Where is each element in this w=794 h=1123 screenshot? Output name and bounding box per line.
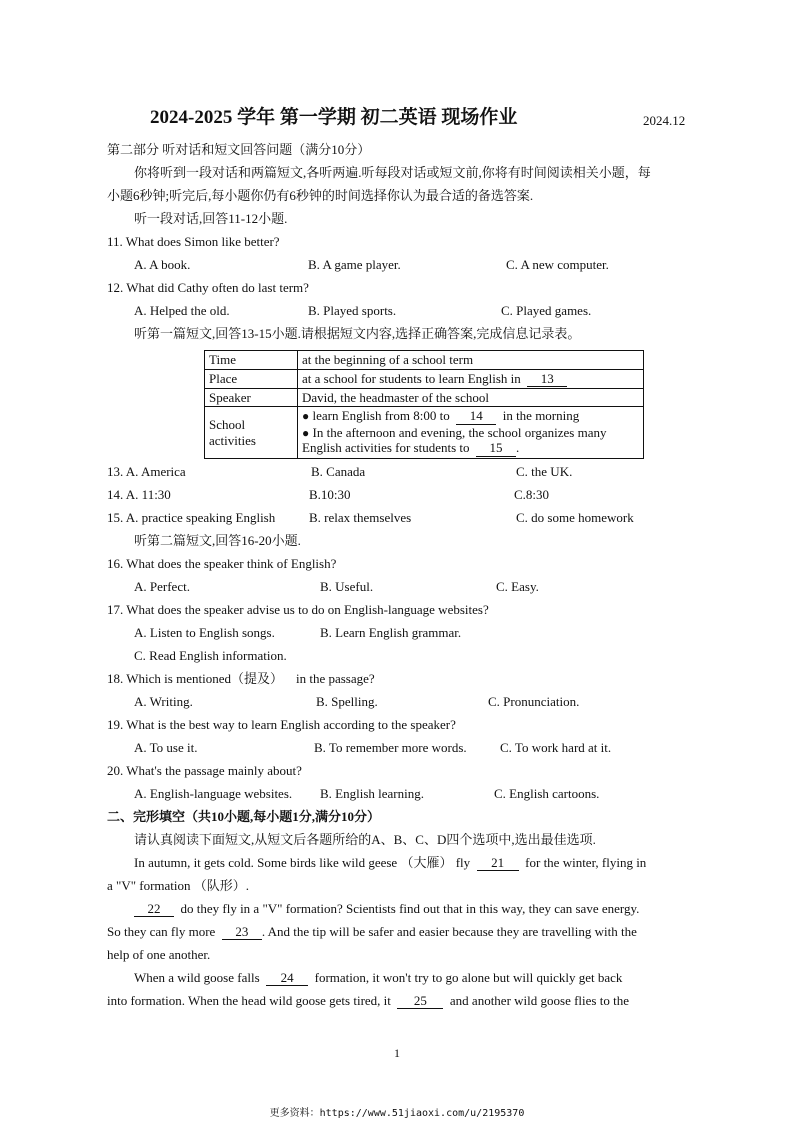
activity-1-text: learn English from 8:00 to [312, 408, 450, 424]
blank-23[interactable]: 23 [222, 925, 262, 940]
q18-option-a: A. Writing. [134, 694, 193, 709]
q17-option-b: B. Learn English grammar. [320, 625, 462, 640]
cloze-line-5: help of one another. [107, 947, 211, 962]
blank-25[interactable]: 25 [397, 994, 443, 1009]
cloze-line-1 [134, 855, 646, 871]
activity-2-text: In the afternoon and evening, the school organizes many [312, 424, 607, 440]
q15-option-a: 15. A. practice speaking English [107, 510, 276, 525]
cloze-instruction: 请认真阅读下面短文,从短文后各题所给的A、B、C、D四个选项中,选出最佳选项. [134, 832, 596, 847]
q11-stem: 11. What does Simon like better? [107, 234, 280, 249]
q20-option-a: A. English-language websites. [134, 786, 293, 801]
q15-option-c: C. do some homework [516, 510, 634, 525]
q18-stem-start: 18. Which is mentioned（提及） [107, 671, 283, 686]
q17-stem: 17. What does the speaker advise us to do on English-language websites? [107, 602, 489, 617]
q19-option-c: C. To work hard at it. [500, 740, 612, 755]
cloze-line-4 [107, 924, 637, 940]
q16-option-b: B. Useful. [320, 579, 374, 594]
passage2-intro: 听第二篇短文,回答16-20小题. [134, 533, 301, 548]
q13-option-b: B. Canada [311, 464, 366, 479]
q12-stem: 12. What did Cathy often do last term? [107, 280, 309, 295]
part2-heading: 第二部分 听对话和短文回答问题（满分10分） [107, 142, 371, 157]
blank-14[interactable]: 14 [456, 409, 496, 424]
cloze-line-3 [134, 901, 639, 917]
q11-option-c: C. A new computer. [506, 257, 609, 272]
table-row [205, 407, 644, 458]
cloze-line-7-tail: and another wild goose flies to the [449, 993, 629, 1008]
place-text: at a school for students to learn English in [302, 370, 521, 386]
activity-3-tail: . [516, 440, 520, 456]
q11-option-b: B. A game player. [308, 257, 401, 272]
q18-option-b: B. Spelling. [316, 694, 378, 709]
cloze-line-1-tail: for the winter, flying in [525, 855, 647, 870]
cloze-line-7-text: into formation. When the head wild goose gets tired, it [107, 993, 391, 1008]
activity-line-1 [302, 408, 639, 424]
q14-option-a: 14. A. 11:30 [107, 487, 171, 502]
instruction-line-2: 小题6秒钟;听完后,每小题你仍有6秒钟的时间选择你认为最合适的备选答案. [107, 188, 534, 203]
q19-option-a: A. To use it. [134, 740, 198, 755]
cloze-heading: 二、完形填空（共10小题,每小题1分,满分10分） [107, 809, 381, 824]
cloze-line-6-text: When a wild goose falls [134, 970, 260, 985]
q12-option-b: B. Played sports. [308, 303, 397, 318]
q20-option-b: B. English learning. [320, 786, 424, 801]
q15-option-b: B. relax themselves [309, 510, 412, 525]
page-number: 1 [394, 1046, 400, 1060]
q19-stem: 19. What is the best way to learn English according to the speaker? [107, 717, 456, 732]
instruction-line-1: 你将听到一段对话和两篇短文,各听两遍.听每段对话或短文前,你将有时间阅读相关小题，每 [134, 165, 651, 180]
footer-link[interactable]: 更多资料：https://www.51jiaoxi.com/u/2195370 [269, 1108, 525, 1119]
table-cell-activities-label [205, 407, 298, 458]
q20-stem: 20. What's the passage mainly about? [107, 763, 302, 778]
cloze-line-6 [134, 970, 622, 986]
info-record-table [204, 350, 644, 459]
q16-option-c: C. Easy. [496, 579, 539, 594]
q20-option-c: C. English cartoons. [494, 786, 600, 801]
blank-15[interactable]: 15 [476, 441, 516, 456]
table-row [205, 369, 644, 388]
cloze-line-1-text: In autumn, it gets cold. Some birds like wild geese （大雁） fly [134, 855, 471, 870]
activity-line-3 [302, 440, 639, 456]
table-row [205, 351, 644, 370]
cloze-line-2: a "V" formation （队形）. [107, 878, 250, 893]
q14-option-c: C.8:30 [514, 487, 550, 502]
q16-stem: 16. What does the speaker think of English? [107, 556, 337, 571]
exam-date: 2024.12 [643, 113, 686, 128]
activity-1-tail: in the morning [502, 408, 580, 424]
q11-option-a: A. A book. [134, 257, 191, 272]
table-row [205, 388, 644, 407]
table-cell-place-value [298, 369, 644, 388]
blank-22[interactable]: 22 [134, 902, 174, 917]
blank-13[interactable]: 13 [527, 372, 567, 387]
passage1-intro: 听第一篇短文,回答13-15小题.请根据短文内容,选择正确答案,完成信息记录表。 [134, 326, 581, 341]
table-cell-time-label: Time [205, 351, 298, 370]
title-row [0, 107, 794, 133]
cloze-line-6-tail: formation, it won't try to go alone but will quickly get back [314, 970, 623, 985]
page-title: 2024-2025 学年 第一学期 初二英语 现场作业 [150, 107, 518, 128]
table-cell-place-label: Place [205, 369, 298, 388]
q17-option-c: C. Read English information. [134, 648, 287, 663]
cloze-line-4-tail: . And the tip will be safer and easier because they are travelling with the [261, 924, 637, 939]
table-cell-speaker-label: Speaker [205, 388, 298, 407]
q18-stem-end: in the passage? [295, 671, 375, 686]
bullet-icon: ● [302, 425, 310, 440]
q12-option-a: A. Helped the old. [134, 303, 230, 318]
dialog-intro: 听一段对话,回答11-12小题. [134, 211, 288, 226]
table-cell-time-value: at the beginning of a school term [298, 351, 644, 370]
activities-label-line-1: School [209, 416, 246, 432]
q14-option-b: B.10:30 [309, 487, 351, 502]
blank-24[interactable]: 24 [266, 971, 308, 986]
q13-option-c: C. the UK. [516, 464, 573, 479]
cloze-line-7 [107, 993, 629, 1009]
activities-label-line-2: activities [209, 432, 256, 448]
q13-option-a: 13. A. America [107, 464, 186, 479]
q19-option-b: B. To remember more words. [314, 740, 467, 755]
cloze-line-4-text: So they can fly more [107, 924, 216, 939]
cloze-line-3-text: do they fly in a "V" formation? Scientists find out that in this way, they can save energy. [180, 901, 640, 916]
table-cell-speaker-value: David, the headmaster of the school [298, 388, 644, 407]
blank-21[interactable]: 21 [477, 856, 519, 871]
q17-option-a: A. Listen to English songs. [134, 625, 275, 640]
activity-3-text: English activities for students to [302, 440, 470, 456]
q16-option-a: A. Perfect. [134, 579, 190, 594]
bullet-icon: ● [302, 409, 310, 424]
q18-option-c: C. Pronunciation. [488, 694, 580, 709]
q18-stem [107, 671, 375, 687]
activity-line-2 [302, 425, 639, 441]
q12-option-c: C. Played games. [501, 303, 592, 318]
table-cell-activities-value [298, 407, 644, 458]
